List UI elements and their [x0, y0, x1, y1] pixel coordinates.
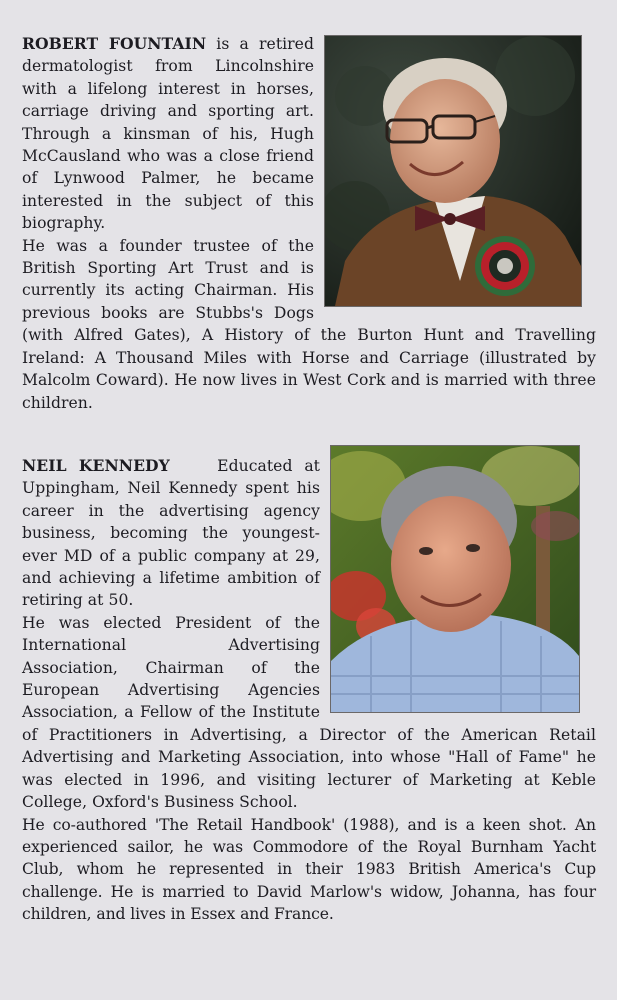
author-photo-neil-kennedy [330, 445, 580, 713]
author-name: ROBERT FOUNTAIN [22, 34, 207, 53]
bio-text: Educated at Uppingham, Neil Kennedy spent his career in the advertising agency business, becoming the youngest-ever MD of a public company at 29, and achieving a lifetime ambition of retiring at 50. [22, 457, 320, 610]
bio-neil-kennedy [22, 455, 596, 926]
bio-paragraph: He was elected President of the International Advertising Association, Chairman of the European Advertising Agencies Association, a Fellow of the Institute of Practitioners in Advertising, a Director of the American Retail Advertising and Marketing Association, into whose "Hall of Fame" he was elected in 1996, and visiting lecturer of Marketing at Keble College, Oxford's Business School. [22, 613, 596, 812]
bio-paragraph: He was a founder trustee of the British Sporting Art Trust and is currently its acting Chairman. His previous books are Stubbs's Dogs (with Alfred Gates), A History of the Burton Hunt and Travelling Ireland: A Thousand Miles with Horse and Carriage (illustrated by Malcolm Coward). He now lives in West Cork and is married with three children. [22, 236, 596, 412]
bio-robert-fountain [22, 33, 596, 414]
bio-text: is a retired dermatologist from Lincolnshire with a lifelong interest in horses, carriage driving and sporting art. Through a kinsman of his, Hugh McCausland who was a close friend of Lynwood Palmer, he became interested in the subject of this biography. [22, 35, 314, 233]
bio-paragraph: He co-authored 'The Retail Handbook' (1988), and is a keen shot. An experienced sailor, he was Commodore of the Royal Burnham Yacht Club, whom he represented in their 1983 British America's Cup challenge. He is married to David Marlow's widow, Johanna, has four children, and lives in Essex and France. [22, 815, 596, 924]
author-name: NEIL KENNEDY [22, 456, 170, 475]
author-photo-robert-fountain [324, 35, 582, 307]
